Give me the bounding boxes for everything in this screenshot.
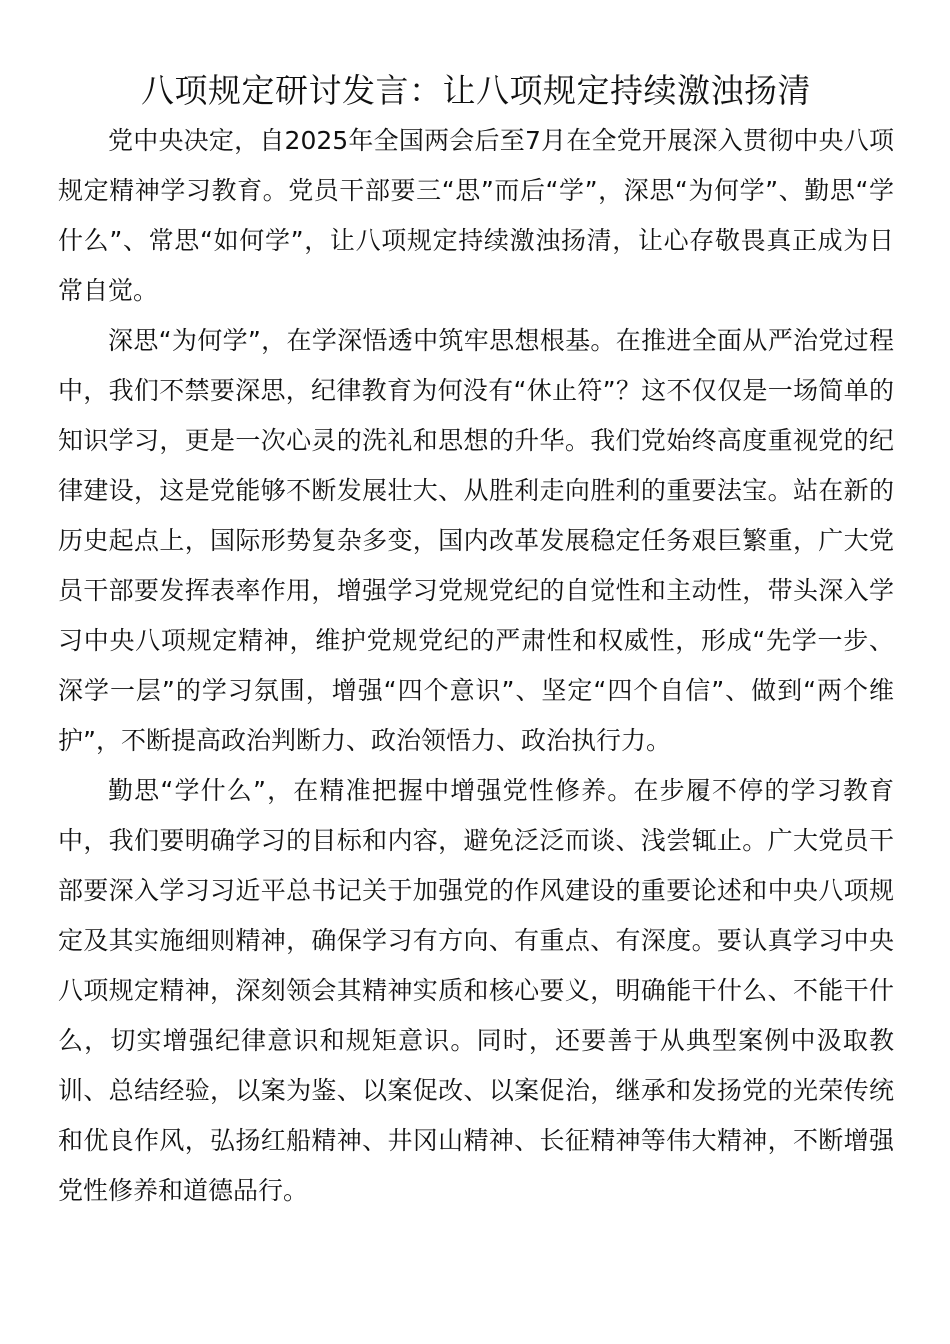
paragraph-why-study: 深思“为何学”，在学深悟透中筑牢思想根基。在推进全面从严治党过程中，我们不禁要深思，纪律教育为何没有“休止符”？这不仅仅是一场简单的知识学习，更是一次心灵的洗礼和思想的升华。我们党始终高度重视党的纪律建设，这是党能够不断发展壮大、从胜利走向胜利的重要法宝。站在新的历史起点上，国际形势复杂多变，国内改革发展稳定任务艰巨繁重，广大党员干部要发挥表率作用，增强学习党规党纪的自觉性和主动性，带头深入学习中央八项规定精神，维护党规党纪的严肃性和权威性，形成“先学一步、深学一层”的学习氛围，增强“四个意识”、坚定“四个自信”、做到“两个维护”，不断提高政治判断力、政治领悟力、政治执行力。	[58, 326, 894, 755]
document-page	[58, 66, 894, 1216]
paragraph-intro: 党中央决定，自2025年全国两会后至7月在全党开展深入贯彻中央八项规定精神学习教育。党员干部要三“思”而后“学”，深思“为何学”、勤思“学什么”、常思“如何学”，让八项规定持续激浊扬清，让心存敬畏真正成为日常自觉。	[58, 126, 894, 305]
paragraph-what-study: 勤思“学什么”，在精准把握中增强党性修养。在步履不停的学习教育中，我们要明确学习的目标和内容，避免泛泛而谈、浅尝辄止。广大党员干部要深入学习习近平总书记关于加强党的作风建设的重要论述和中央八项规定及其实施细则精神，确保学习有方向、有重点、有深度。要认真学习中央八项规定精神，深刻领会其精神实质和核心要义，明确能干什么、不能干什么，切实增强纪律意识和规矩意识。同时，还要善于从典型案例中汲取教训、总结经验，以案为鉴、以案促改、以案促治，继承和发扬党的光荣传统和优良作风，弘扬红船精神、井冈山精神、长征精神等伟大精神，不断增强党性修养和道德品行。	[58, 776, 894, 1205]
document-title: 八项规定研讨发言：让八项规定持续激浊扬清	[141, 71, 811, 110]
